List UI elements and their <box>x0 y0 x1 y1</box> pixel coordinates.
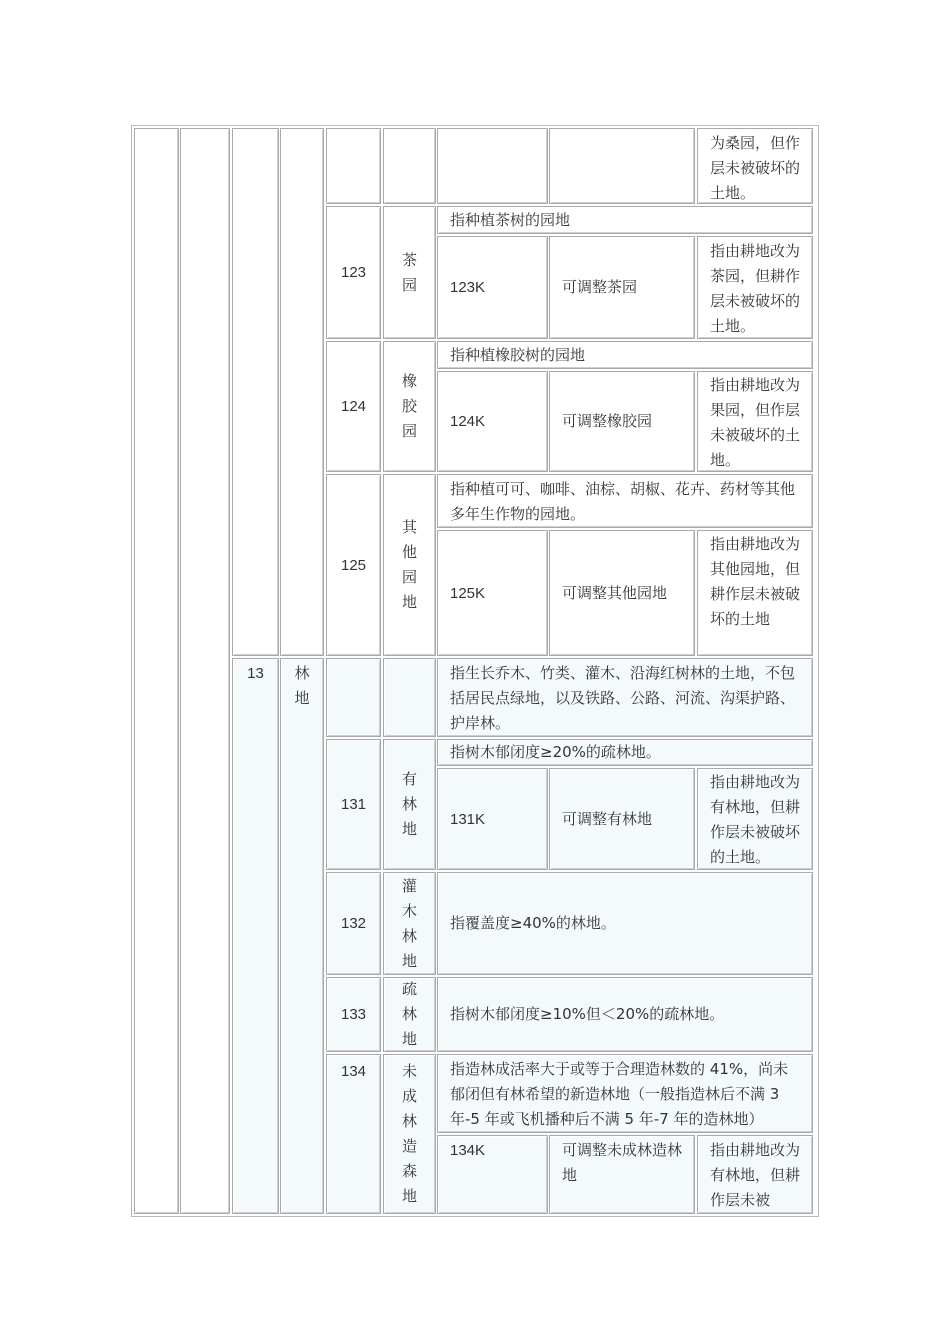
r124-adj-name: 可调整橡胶园 <box>549 371 695 472</box>
col-level1-name <box>180 128 230 1214</box>
r13-sub-code-cell <box>326 658 381 737</box>
r125-definition: 指种植可可、咖啡、油棕、胡椒、花卉、药材等其他多年生作物的园地。 <box>437 474 813 528</box>
r125-name-cell <box>383 474 436 656</box>
r124-name: 橡胶园 <box>401 372 417 440</box>
r133-name-cell <box>383 977 436 1052</box>
r133-name: 疏林地 <box>401 980 417 1048</box>
r123-code: 123 <box>326 206 381 339</box>
r131-adj-name: 可调整有林地 <box>549 768 695 870</box>
r132-code: 132 <box>326 872 381 975</box>
r132-name-cell <box>383 872 436 975</box>
r131-name: 有林地 <box>401 770 417 838</box>
r122-adj-code-cell <box>437 128 548 204</box>
r123-adj-code: 123K <box>437 236 548 339</box>
r13-definition: 指生长乔木、竹类、灌木、沿海红树林的土地，不包括居民点绿地，以及铁路、公路、河流、沟渠护路、护岸林。 <box>437 658 813 737</box>
r134-note: 指由耕地改为有林地，但耕作层未被 <box>697 1135 813 1214</box>
r124-code: 124 <box>326 341 381 472</box>
r134-code: 134 <box>326 1054 381 1214</box>
r123-name-cell <box>383 206 436 339</box>
r134-name: 未成林造森地 <box>401 1062 417 1205</box>
r134-definition: 指造林成活率大于或等于合理造林数的 41%，尚未郁闭但有林希望的新造林地（一般指造林后不满 3 年-5 年或飞机播种后不满 5 年-7 年的造林地） <box>437 1054 813 1133</box>
r122-name-cell <box>383 128 436 204</box>
r13-code: 13 <box>232 658 279 1214</box>
r131-note: 指由耕地改为有林地，但耕作层未被破坏的土地。 <box>697 768 813 870</box>
r131-name-cell <box>383 739 436 870</box>
r123-definition: 指种植茶树的园地 <box>437 206 813 234</box>
r122-note: 为桑园，但作层未被破坏的土地。 <box>697 128 813 204</box>
r132-name: 灌木林地 <box>401 876 417 970</box>
r131-code: 131 <box>326 739 381 870</box>
r124-note: 指由耕地改为果园，但作层未被破坏的土地。 <box>697 371 813 472</box>
r131-definition: 指树木郁闭度≥20%的疏林地。 <box>437 739 813 766</box>
r134-name-cell <box>383 1054 436 1214</box>
r125-adj-code: 125K <box>437 530 548 656</box>
r13-sub-name-cell <box>383 658 436 737</box>
r123-note: 指由耕地改为茶园，但耕作层未被破坏的土地。 <box>697 236 813 339</box>
r133-code: 133 <box>326 977 381 1052</box>
r123-adj-name: 可调整茶园 <box>549 236 695 339</box>
r124-adj-code: 124K <box>437 371 548 472</box>
col-level1-code <box>134 128 179 1214</box>
r124-name-cell <box>383 341 436 472</box>
r133-definition: 指树木郁闭度≥10%但＜20%的疏林地。 <box>437 977 813 1052</box>
col-level2-code-cont <box>232 128 279 656</box>
col-level2-name-cont <box>280 128 324 656</box>
r131-adj-code: 131K <box>437 768 548 870</box>
r122-code-cell <box>326 128 381 204</box>
r123-name: 茶园 <box>401 250 417 294</box>
r132-definition: 指覆盖度≥40%的林地。 <box>437 872 813 975</box>
r134-adj-name: 可调整未成林造林地 <box>549 1135 695 1214</box>
r125-code: 125 <box>326 474 381 656</box>
r124-definition: 指种植橡胶树的园地 <box>437 341 813 369</box>
r125-note: 指由耕地改为其他园地，但耕作层未被破坏的土地 <box>697 530 813 656</box>
r13-name: 林地 <box>294 664 310 707</box>
r125-adj-name: 可调整其他园地 <box>549 530 695 656</box>
r122-adj-name-cell <box>549 128 695 204</box>
r13-name-cell <box>280 658 324 1214</box>
r134-adj-code: 134K <box>437 1135 548 1214</box>
r125-name: 其他园地 <box>401 518 417 611</box>
